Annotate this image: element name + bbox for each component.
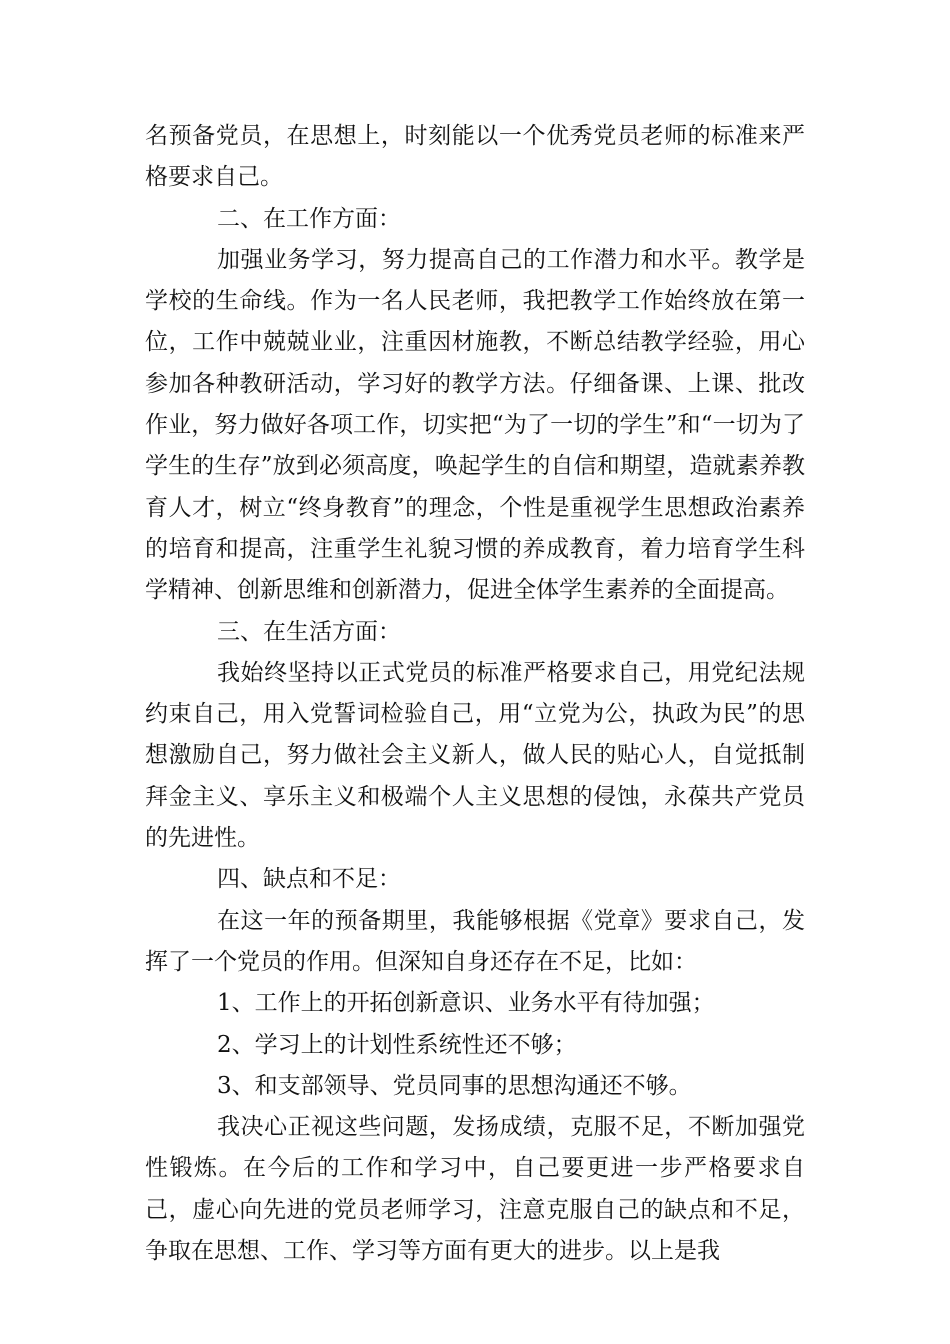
list-item-2: 2、学习上的计划性系统性还不够； bbox=[217, 1031, 577, 1058]
paragraph-resolution: 我决心正视这些问题，发扬成绩，克服不足，不断加强党性锻炼。在今后的工作和学习中，自己要更进一步严格要求自己，虚心向先进的党员老师学习，注意克服自己的缺点和不足，争取在思想、工作、学习等方面有更大的进步。以上是我 bbox=[145, 1114, 805, 1265]
document-body bbox=[145, 116, 805, 1272]
paragraph-work: 加强业务学习，努力提高自己的工作潜力和水平。教学是学校的生命线。作为一名人民老师，我把教学工作始终放在第一位，工作中兢兢业业，注重因材施教，不断总结教学经验，用心参加各种教研活动，学习好的教学方法。仔细备课、上课、批改作业，努力做好各项工作，切实把“为了一切的学生”和“一切为了学生的生存”放到必须高度，唤起学生的自信和期望，造就素养教育人才，树立“终身教育”的理念，个性是重视学生思想政治素养的培育和提高，注重学生礼貌习惯的养成教育，着力培育学生科学精神、创新思维和创新潜力，促进全体学生素养的全面提高。 bbox=[145, 246, 805, 604]
paragraph-life: 我始终坚持以正式党员的标准严格要求自己，用党纪法规约束自己，用入党誓词检验自己，用“立党为公，执政为民”的思想激励自己，努力做社会主义新人，做人民的贴心人，自觉抵制拜金主义、享乐主义和极端个人主义思想的侵蚀，永葆共产党员的先进性。 bbox=[145, 659, 805, 852]
heading-work-aspect: 二、在工作方面： bbox=[217, 205, 401, 232]
list-item-3: 3、和支部领导、党员同事的思想沟通还不够。 bbox=[217, 1072, 692, 1099]
paragraph-continued-intro: 名预备党员，在思想上，时刻能以一个优秀党员老师的标准来严格要求自己。 bbox=[145, 123, 805, 191]
heading-life-aspect: 三、在生活方面： bbox=[217, 618, 401, 645]
heading-shortcomings: 四、缺点和不足： bbox=[217, 866, 401, 893]
paragraph-shortcomings: 在这一年的预备期里，我能够根据《党章》要求自己，发挥了一个党员的作用。但深知自身还存在不足，比如： bbox=[145, 907, 805, 975]
list-item-1: 1、工作上的开拓创新意识、业务水平有待加强； bbox=[217, 990, 715, 1017]
